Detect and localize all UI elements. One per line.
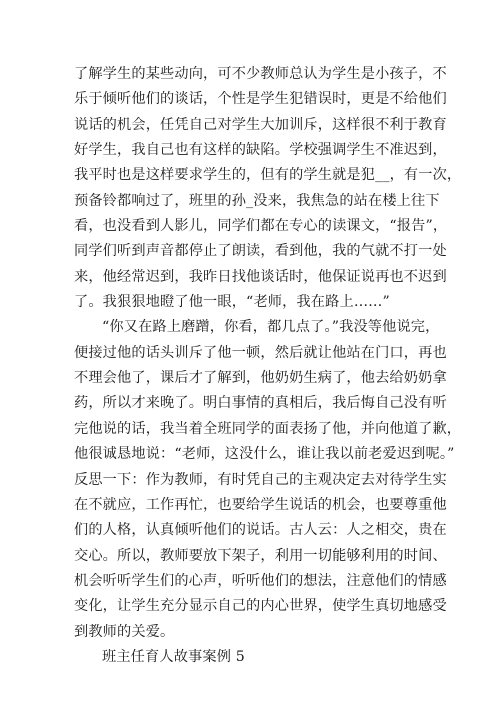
text-line: 便接过他的话头训斥了他一顿，然后就让他站在门口，再也 — [74, 344, 447, 361]
text-line: 同学们听到声音都停止了朗读，看到他，我的气就不打一处 — [74, 243, 447, 260]
text-line: 说话的机会，任凭自己对学生大加训斥，这样很不利于教育 — [74, 116, 447, 133]
text-line: 他很诚恳地说：“老师，这没什么，谁让我以前老爱迟到呢。” — [74, 446, 455, 463]
text-line: 们的人格，认真倾听他们的说话。古人云：人之相交，贵在 — [74, 522, 447, 539]
text-line: 交心。所以，教师要放下架子，利用一切能够利用的时间、 — [74, 547, 447, 564]
text-line: 乐于倾听他们的谈话，个性是学生犯错误时，更是不给他们 — [74, 91, 447, 108]
text-line: 了。我狠狠地瞪了他一眼，“老师，我在路上……” — [74, 294, 390, 311]
text-line: 变化，让学生充分显示自己的内心世界，使学生真切地感受 — [74, 598, 447, 615]
text-line: 我平时也是这样要求学生的，但有的学生就是犯__，有一次， — [74, 167, 462, 184]
text-line: 机会听听学生们的心声，听听他们的想法，注意他们的情感 — [74, 572, 447, 589]
text-line: 反思一下：作为教师，有时凭自己的主观决定去对待学生实 — [74, 471, 447, 488]
text-line: 看，也没看到人影儿，同学们都在专心的读课文，“报告”， — [74, 218, 448, 235]
document-body — [74, 62, 462, 670]
text-line: 了解学生的某些动向，可不少教师总认为学生是小孩子，不 — [74, 66, 447, 82]
text-line: 来，他经常迟到，我昨日找他谈话时，他保证说再也不迟到 — [74, 268, 447, 285]
text-line: “你又在路上磨蹭，你看，都几点了。”我没等他说完， — [102, 319, 440, 336]
text-line: 到教师的关爱。 — [74, 623, 175, 640]
text-line: 在不就应，工作再忙，也要给学生说话的机会，也要尊重他 — [74, 496, 447, 513]
text-line: 好学生，我自己也有这样的缺陷。学校强调学生不准迟到， — [74, 142, 447, 159]
text-line: 药，所以才来晚了。明白事情的真相后，我后悔自己没有听 — [74, 395, 447, 412]
text-line: 完他说的话，我当着全班同学的面表扬了他，并向他道了歉， — [74, 420, 462, 437]
text-line: 预备铃都响过了，班里的孙_没来，我焦急的站在楼上往下 — [74, 192, 440, 209]
text-line: 不理会他了，课后才了解到，他奶奶生病了，他去给奶奶拿 — [74, 370, 447, 387]
section-heading: 班主任育人故事案例 5 — [102, 648, 245, 665]
